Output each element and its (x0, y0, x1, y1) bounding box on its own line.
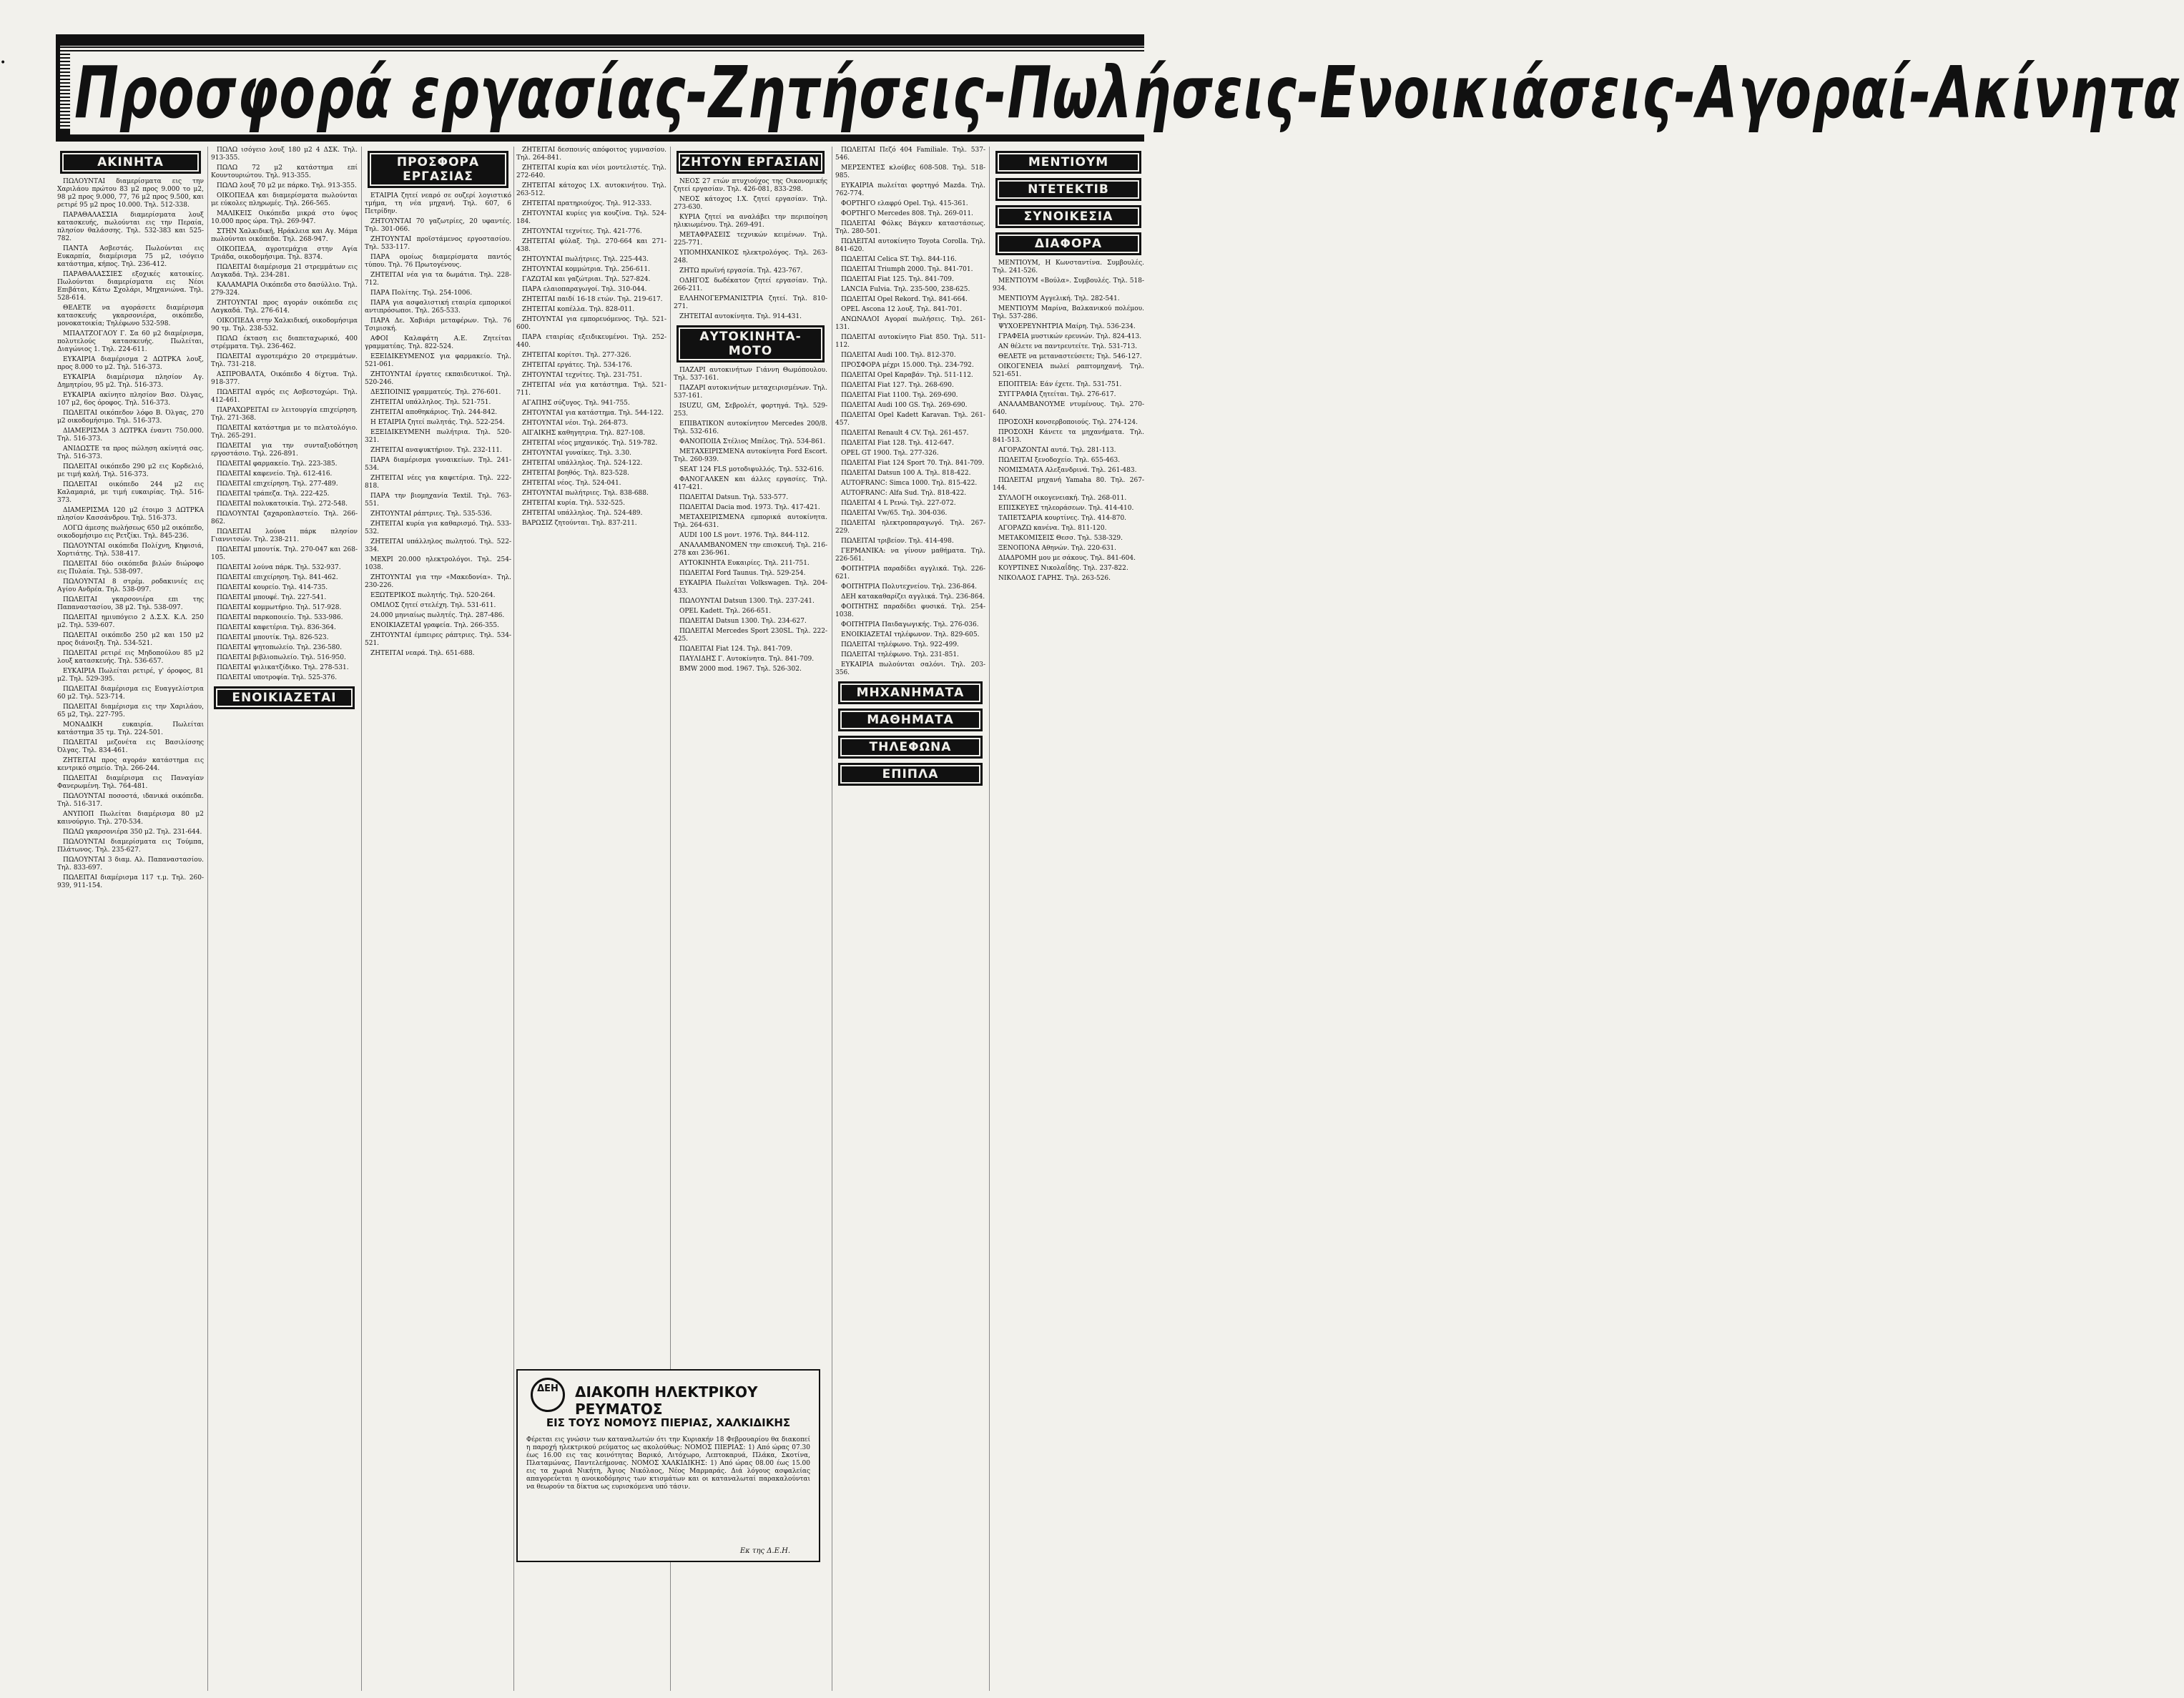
classified-ad: ΖΗΤΕΙΤΑΙ κυρία για καθαρισμό. Τηλ. 533-532. (365, 520, 511, 535)
classified-ad: ΖΗΤΟΥΝΤΑΙ κυρίες για κουζίνα. Τηλ. 524-184. (516, 210, 666, 225)
classified-ad: ΕΞΕΙΔΙΚΕΥΜΕΝΗ πωλήτρια. Τηλ. 520-321. (365, 429, 511, 444)
banner-title: Προσφορά εργασίας-Ζητήσεις-Πωλήσεις-Ενοικιάσεις-Αγοραί-Ακίνητα (70, 51, 2184, 134)
classified-ad: ΕΥΚΑΙΡΙΑ Πωλείται Volkswagen. Τηλ. 204-433. (674, 580, 827, 595)
classified-ad: ΖΗΤΟΥΝΤΑΙ τεχνίτες. Τηλ. 421-776. (522, 228, 642, 235)
classified-ad: ΕΤΑΙΡΙΑ ζητεί νεαρό σε ουζερί λογιστικό τμήμα, τη νέα μηχανή. Τηλ. 607, 6 Πετρίδην. (365, 192, 511, 215)
classified-ad: ΦΟΡΤΗΓΟ ελαφρύ Opel. Τηλ. 415-361. (841, 200, 968, 207)
classified-ad: ΖΗΤΟΥΝΤΑΙ προς αγοράν οικόπεδα εις Λαγκαδά. Τηλ. 276-614. (211, 300, 358, 315)
classified-ad: ΠΩΛΟΥΝΤΑΙ οικόπεδα Πολίχνη, Κηφισιά, Χορτιάτης. Τηλ. 538-417. (57, 543, 204, 558)
classified-ad: ΖΗΤΕΙΤΑΙ νέα για τα δωμάτια. Τηλ. 228-712. (365, 272, 511, 287)
ads-list (516, 147, 666, 528)
classified-ad: ΣΥΛΛΟΓΗ οικογενειακή. Τηλ. 268-011. (998, 495, 1127, 502)
classified-ad: ΖΗΤΟΥΝΤΑΙ πωλήτριες. Τηλ. 838-688. (522, 490, 649, 497)
classified-ad: ΑΓΟΡΑΖΩ κανένα. Τηλ. 811-120. (998, 525, 1107, 532)
classified-ad: ΕΥΚΑΙΡΙΑ διαμέρισμα πλησίον Αγ. Δημητρίου, 95 μ2. Τηλ. 516-373. (57, 374, 204, 389)
classified-ad: ΠΩΛΕΙΤΑΙ τριβείον. Τηλ. 414-498. (841, 538, 954, 545)
classified-ad: ΠΩΛΕΙΤΑΙ Audi 100. Τηλ. 812-370. (841, 352, 956, 359)
power-outage-notice (516, 1369, 820, 1562)
classified-ad: ΠΩΛΟΥΝΤΑΙ Datsun 1300. Τηλ. 237-241. (679, 598, 815, 605)
section-header-mentioum: ΜΕΝΤΙΟΥΜ (995, 151, 1141, 174)
classified-ad: ΘΕΛΕΤΕ να μεταναστεύσετε; Τηλ. 546-127. (998, 353, 1142, 360)
classified-ad: ΠΡΟΣΟΧΗ κονσερβοποιούς. Τηλ. 274-124. (998, 419, 1138, 426)
classified-ad: ΖΗΤΟΥΝΤΑΙ νέοι. Τηλ. 264-873. (522, 420, 629, 427)
classified-ad: ISUZU, GM, Σεβρολέτ, φορτηγά. Τηλ. 529-253. (674, 403, 827, 418)
column-4 (516, 147, 666, 1362)
section-header-ntetektiv: ΝΤΕΤΕΚΤΙΒ (995, 178, 1141, 201)
classified-ad: ΠΩΛΕΙΤΑΙ βιβλιοπωλείο. Τηλ. 516-950. (217, 654, 346, 661)
classified-ad: ΖΗΤΟΥΝΤΑΙ για την «Μακεδονία». Τηλ. 230-226. (365, 574, 511, 589)
classified-ad: ΠΩΛΕΙΤΑΙ πολυκατοικία. Τηλ. 272-548. (217, 500, 348, 508)
classified-ad: ΖΗΤΕΙΤΑΙ νέος μηχανικός. Τηλ. 519-782. (522, 440, 658, 447)
classified-ad: ΠΩΛΩ ισόγειο λουξ 180 μ2 4 ΔΣΚ. Τηλ. 913-355. (211, 147, 358, 162)
classified-ad: ΠΩΛΕΙΤΑΙ μπουτίκ. Τηλ. 826-523. (217, 634, 329, 641)
column-7 (993, 147, 1144, 1691)
classified-ad: ΦΟΙΤΗΤΡΙΑ παραδίδει αγγλικά. Τηλ. 226-621. (835, 566, 985, 581)
classified-ad: ΝΟΜΙΣΜΑΤΑ Αλεξανδρινά. Τηλ. 261-483. (998, 467, 1137, 474)
column-6 (835, 147, 985, 1691)
column-divider (361, 147, 362, 1691)
classified-ad: ΝΕΟΣ κάτοχος Ι.Χ. ζητεί εργασίαν. Τηλ. 273-630. (674, 196, 827, 211)
classified-ad: ΝΕΟΣ 27 ετών πτυχιούχος της Οικονομικής ζητεί εργασίαν. Τηλ. 426-081, 833-298. (674, 178, 827, 193)
classified-ad: ΖΗΤΕΙΤΑΙ προς αγοράν κατάστημα εις κεντρικό σημείο. Τηλ. 266-244. (57, 757, 204, 772)
classified-ad: ΠΩΛΕΙΤΑΙ οικόπεδο 290 μ2 εις Κορδελιό, με τιμή καλή. Τηλ. 516-373. (57, 463, 204, 478)
classified-ad: ΠΩΛΟΥΝΤΑΙ 8 στρέμ. ροδακινιές εις Αγίου Ανδρέα. Τηλ. 538-097. (57, 578, 204, 593)
classified-ad: ΦΟΙΤΗΤΡΙΑ Παιδαγωγικής. Τηλ. 276-036. (841, 621, 979, 628)
classified-ad: ΖΗΤΩ πρωϊνή εργασία. Τηλ. 423-767. (679, 267, 803, 275)
classified-ad: ΖΗΤΕΙΤΑΙ αποθηκάριος. Τηλ. 244-842. (370, 409, 498, 416)
section-header-akinita: ΑΚΙΝΗΤΑ (60, 151, 201, 174)
classified-ad: ΠΩΛΟΥΝΤΑΙ διαμερίσματα εις Τούμπα, Πλάτωνος. Τηλ. 235-627. (57, 839, 204, 854)
notice-signature: Εκ της Δ.Ε.Η. (739, 1547, 790, 1555)
classified-ad: ΠΩΛΕΙΤΑΙ καφετέρια. Τηλ. 836-364. (217, 624, 336, 631)
section-header-michanimata: ΜΗΧΑΝΗΜΑΤΑ (838, 681, 983, 704)
classified-ad: ΦΟΙΤΗΤΗΣ παραδίδει φυσικά. Τηλ. 254-1038. (835, 603, 985, 618)
classified-ad: ΛΟΓΩ άμεσης πωλήσεως 650 μ2 οικόπεδο, οικοδομήσιμο εις Ρετζίκι. Τηλ. 845-236. (57, 525, 204, 540)
classified-ad: ΠΩΛΕΙΤΑΙ φαρμακείο. Τηλ. 223-385. (217, 460, 338, 468)
classified-ad: ΔΕΗ κατακαθαρίζει αγγλικά. Τηλ. 236-864. (841, 593, 985, 601)
classified-ad: ΑΝΑΛΑΜΒΑΝΟΜΕΝ την επισκευή. Τηλ. 216-278 και 236-961. (674, 542, 827, 557)
classified-ad: ΔΕΣΠΟΙΝΙΣ γραμματεύς. Τηλ. 276-601. (370, 389, 501, 396)
classified-ad: SEAT 124 FLS μοτοδιφυλλός. Τηλ. 532-616. (679, 466, 824, 473)
classified-ad: ΠΩΛΕΙΤΑΙ 4 L Ρενώ. Τηλ. 227-072. (841, 500, 956, 507)
classified-ad: ΜΕΝΤΙΟΥΜ Αγγελική. Τηλ. 282-541. (998, 295, 1120, 302)
ads-list (211, 147, 358, 682)
classified-ad: ΖΗΤΕΙΤΑΙ κυρία και νέοι μοντελιστές. Τηλ. 272-640. (516, 164, 666, 179)
classified-ad: ΓΡΑΦΕΙΑ μυστικών ερευνών. Τηλ. 824-413. (998, 333, 1142, 340)
classified-ad: ΖΗΤΟΥΝΤΑΙ τεχνίτες. Τηλ. 231-751. (522, 372, 642, 379)
classified-ad: ΠΩΛΕΙΤΑΙ αυτοκίνητο Toyota Corolla. Τηλ. 841-620. (835, 238, 985, 253)
classified-ad: ΠΩΛΕΙΤΑΙ Mercedes Sport 230SL. Τηλ. 222-425. (674, 628, 827, 643)
section-header-epipla: ΕΠΙΠΛΑ (838, 763, 983, 786)
notice-subtitle: ΕΙΣ ΤΟΥΣ ΝΟΜΟΥΣ ΠΙΕΡΙΑΣ, ΧΑΛΚΙΔΙΚΗΣ (546, 1416, 791, 1429)
classified-ad: ΠΩΛΟΥΝΤΑΙ ζαχαροπλαστείο. Τηλ. 266-862. (211, 510, 358, 525)
classified-ad: ΚΟΥΡΤΙΝΕΣ Νικολαΐδης. Τηλ. 237-822. (998, 565, 1128, 572)
classified-ad: AUTOFRANC: Simca 1000. Τηλ. 815-422. (841, 480, 978, 487)
page-banner (56, 34, 2180, 142)
classified-ad: ΠΑΡΑ Δε. Χαβιάρι μεταφέρων. Τηλ. 76 Τσιμισκή. (365, 317, 511, 332)
classified-ad: ΠΑΡΑΧΩΡΕΙΤΑΙ εν λειτουργία επιχείρηση. Τηλ. 271-368. (211, 407, 358, 422)
section-header-prosfora: ΠΡΟΣΦΟΡΑ ΕΡΓΑΣΙΑΣ (368, 151, 508, 188)
ads-list (993, 260, 1144, 583)
classified-ad: AUTOFRANC: Alfa Sud. Τηλ. 818-422. (841, 490, 967, 497)
classified-ad: OPEL Kadett. Τηλ. 266-651. (679, 608, 772, 615)
classified-ad: ΠΩΛΕΙΤΑΙ Opel Kadett Karavan. Τηλ. 261-457. (835, 412, 985, 427)
classified-ad: ΖΗΤΕΙΤΑΙ κορίτσι. Τηλ. 277-326. (522, 352, 631, 359)
section-header-diafora: ΔΙΑΦΟΡΑ (995, 232, 1141, 255)
classified-ad: ΠΩΛΕΙΤΑΙ Triumph 2000. Τηλ. 841-701. (841, 266, 973, 273)
classified-ad: ΟΙΚΟΠΕΔΑ και διαμερίσματα πωλούνται με εύκολες πληρωμές. Τηλ. 266-565. (211, 192, 358, 207)
classified-ad: ΚΥΡΙΑ ζητεί να αναλάβει την περιποίηση ηλικιωμένου. Τηλ. 269-491. (674, 214, 827, 229)
notice-body: Φέρεται εις γνώσιν των καταναλωτών ότι την Κυριακήν 18 Φεβρουαρίου θα διακοπεί η παροχή ηλεκτρικού ρεύματος ως ακολούθως: ΝΟΜΟΣ ΠΙΕΡΙΑΣ: 1) Από ώρας 07.30 έως 16.00 εις τας κοινότητας Βαρικό, Λιτόχωρο, Λεπτοκαρυά, Πλάκα, Σκοτίνα, Πλαταμώνας, Παντελεήμονας. ΝΟΜΟΣ ΧΑΛΚΙΔΙΚΗΣ: 1) Από ώρας 08.00 έως 15.00 εις τα χωριά Νικήτη, Άγιος Νικόλαος, Νέος Μαρμαράς. Διά λόγους ασφαλείας απαγορεύεται η ανοικοδόμησις των κτισμάτων και οι καταναλωταί παρακαλούνται να θεωρούν τα δίκτυα ως ευρισκόμενα υπό τάσιν. (526, 1436, 810, 1491)
classified-ad: ΠΩΛΕΙΤΑΙ μεζονέτα εις Βασιλίσσης Όλγας. Τηλ. 834-461. (57, 739, 204, 754)
classified-ad: ΖΗΤΕΙΤΑΙ δεσποινίς απόφοιτος γυμνασίου. Τηλ. 264-841. (516, 147, 666, 162)
classified-ad: ΨΥΧΟΕΡΕΥΝΗΤΡΙΑ Μαίρη. Τηλ. 536-234. (998, 323, 1136, 330)
classified-ad: ΖΗΤΕΙΤΑΙ υπάλληλος πωλητού. Τηλ. 522-334. (365, 538, 511, 553)
classified-ad: BMW 2000 mod. 1967. Τηλ. 526-302. (679, 666, 802, 673)
classified-ad: ΟΙΚΟΓΕΝΕΙΑ πωλεί ραπτομηχανή. Τηλ. 521-651. (993, 363, 1144, 378)
margin-mark: • (0, 57, 6, 69)
classified-ad: ΜΕΝΤΙΟΥΜ, Η Κωνσταντίνα. Συμβουλές. Τηλ. 241-526. (993, 260, 1144, 275)
classified-ad: ΕΛΛΗΝΟΓΕΡΜΑΝΙΣΤΡΙΑ ζητεί. Τηλ. 810-271. (674, 295, 827, 310)
classified-ad: OPEL GT 1900. Τηλ. 277-326. (841, 450, 939, 457)
classified-ad: ΠΩΛΕΙΤΑΙ Fiat 128. Τηλ. 412-647. (841, 440, 954, 447)
classified-ad: ΕΥΚΑΙΡΙΑ πωλείται φορτηγό Mazda. Τηλ. 762-774. (835, 182, 985, 197)
classified-ad: ΠΩΛΕΙΤΑΙ για την συνταξιοδότηση εργοστάσιο. Τηλ. 226-891. (211, 443, 358, 458)
classified-ad: ΠΩΛΕΙΤΑΙ διαμέρισμα εις Παναγίαν Φανερωμένη. Τηλ. 764-481. (57, 775, 204, 790)
classified-ad: ΖΗΤΟΥΝΤΑΙ προϊστάμενος εργοστασίου. Τηλ. 533-117. (365, 236, 511, 251)
classified-ad: ΖΗΤΟΥΝΤΑΙ για κατάστημα. Τηλ. 544-122. (522, 410, 664, 417)
classified-ad: ΦΟΙΤΗΤΡΙΑ Πολυτεχνείου. Τηλ. 236-864. (841, 583, 978, 591)
classified-ad: ΒΑΡΩΣΙΖ ζητούνται. Τηλ. 837-211. (522, 520, 637, 527)
notice-title: ΔΙΑΚΟΠΗ ΗΛΕΚΤΡΙΚΟΥ ΡΕΥΜΑΤΟΣ (575, 1383, 758, 1418)
classified-ad: ΠΩΛΕΙΤΑΙ Datsun. Τηλ. 533-577. (679, 494, 789, 501)
classified-ad: ΕΝΟΙΚΙΑΖΕΤΑΙ γραφεία. Τηλ. 266-355. (370, 622, 500, 629)
classified-ad: ΠΩΛΕΙΤΑΙ Dacia mod. 1973. Τηλ. 417-421. (679, 504, 820, 511)
classified-ad: ΖΗΤΕΙΤΑΙ νέα για κατάστημα. Τηλ. 521-711. (516, 382, 666, 397)
classified-ad: ΠΩΛΕΙΤΑΙ κουρείο. Τηλ. 414-735. (217, 584, 328, 591)
classified-ad: ΜΕΤΑΚΟΜΙΣΕΙΣ Θεσσ. Τηλ. 538-329. (998, 535, 1123, 542)
classified-ad: ΦΟΡΤΗΓΟ Mercedes 808. Τηλ. 269-011. (841, 210, 973, 217)
column-2 (211, 147, 358, 1691)
classified-ad: ΖΗΤΕΙΤΑΙ κάτοχος Ι.Χ. αυτοκινήτου. Τηλ. 263-512. (516, 182, 666, 197)
classified-ad: ΠΩΛΕΙΤΑΙ παρκοποιείο. Τηλ. 533-986. (217, 614, 343, 621)
classified-ad: 24.000 μηνιαίως πωλητές. Τηλ. 287-486. (370, 612, 505, 619)
section-header-aftokinita: ΑΥΤΟΚΙΝΗΤΑ-ΜΟΤΟ (677, 325, 825, 362)
classified-ad: ΓΕΡΜΑΝΙΚΑ: να γίνουν μαθήματα. Τηλ. 226-561. (835, 548, 985, 563)
classified-ad: ΖΗΤΟΥΝΤΑΙ για εμπορευόμενος. Τηλ. 521-600. (516, 316, 666, 331)
classified-ad: ΠΩΛΕΙΤΑΙ Ford Taunus. Τηλ. 529-254. (679, 570, 806, 577)
classified-ad: ΠΩΛΕΙΤΑΙ Fiat 1100. Τηλ. 269-690. (841, 392, 958, 399)
classified-ad: ΟΔΗΓΟΣ δωδέκατον ζητεί εργασίαν. Τηλ. 266-211. (674, 277, 827, 292)
classified-ad: ΖΗΤΕΙΤΑΙ νεαρά. Τηλ. 651-688. (370, 650, 475, 657)
classified-ad: ΠΩΛΕΙΤΑΙ ρετιρέ εις Μηδοπούλου 85 μ2 λουξ κατασκευής. Τηλ. 536-657. (57, 650, 204, 665)
classified-ad: ΔΙΑΜΕΡΙΣΜΑ 120 μ2 έτοιμο 3 ΔΩΤΡΚΑ πλησίον Κασσάνδρου. Τηλ. 516-373. (57, 507, 204, 522)
classified-ad: ΠΑΡΑ διαμέρισμα γυναικείων. Τηλ. 241-534. (365, 457, 511, 472)
classified-ad: ΦΑΝΟΠΟΙΙΑ Στέλιος Μπέλος. Τηλ. 534-861. (679, 438, 826, 445)
classified-ad: ΖΗΤΟΥΝΤΑΙ πωλήτριες. Τηλ. 225-443. (522, 256, 649, 263)
dei-logo: ΔΕΗ (531, 1378, 565, 1412)
classified-ad: ΠΩΛΕΙΤΑΙ μπουτίκ. Τηλ. 270-047 και 268-105. (211, 546, 358, 561)
column-divider (513, 147, 514, 1691)
classified-ad: ΠΑΡΑ ελαιοπαραγωγοί. Τηλ. 310-044. (522, 286, 647, 293)
classified-ad: ΖΗΤΕΙΤΑΙ υπάλληλος. Τηλ. 521-751. (370, 399, 491, 406)
classified-ad: ΕΥΚΑΙΡΙΑ διαμέρισμα 2 ΔΩΤΡΚΑ λουξ, προς 8.000 το μ2. Τηλ. 516-373. (57, 356, 204, 371)
classified-ad: ΠΩΛΕΙΤΑΙ επιχείρηση. Τηλ. 841-462. (217, 574, 338, 581)
ads-list (674, 178, 827, 673)
classified-ad: ΖΗΤΕΙΤΑΙ κυρία. Τηλ. 532-525. (522, 500, 625, 507)
classified-ad: ΠΩΛΕΙΤΑΙ αυτοκίνητο Fiat 850. Τηλ. 511-112. (835, 334, 985, 349)
classified-ad: ΠΑΡΑ ομοίως διαμερίσματα παντός τύπου. Τηλ. 76 Πρωτογένους. (365, 254, 511, 269)
section-header-mathimata: ΜΑΘΗΜΑΤΑ (838, 709, 983, 731)
classified-ad: ΠΩΛΕΙΤΑΙ Datsun 1300. Τηλ. 234-627. (679, 618, 807, 625)
classified-ad: ΞΕΝΟΠΟΝΑ Αθηνών. Τηλ. 220-631. (998, 545, 1117, 552)
classified-ad: ΖΗΤΕΙΤΑΙ βοηθός. Τηλ. 823-528. (522, 470, 629, 477)
classified-ad: ΖΗΤΟΥΝΤΑΙ ράπτριες. Τηλ. 535-536. (370, 510, 492, 518)
classified-ad: ΕΥΚΑΙΡΙΑ πωλούνται σαλόνι. Τηλ. 203-356. (835, 661, 985, 676)
classified-ad: ΠΩΛΕΙΤΑΙ λούνα πάρκ πλησίον Γιαννιτσών. Τηλ. 238-211. (211, 528, 358, 543)
classified-ad: ΕΞΕΙΔΙΚΕΥΜΕΝΟΣ για φαρμακείο. Τηλ. 521-061. (365, 353, 511, 368)
classified-ad: ΑΝΑΛΑΜΒΑΝΟΥΜΕ ντυμένους. Τηλ. 270-640. (993, 401, 1144, 416)
classified-ad: ΑΥΤΟΚΙΝΗΤΑ Ευκαιρίες. Τηλ. 211-751. (679, 560, 810, 567)
classified-ad: ΟΜΙΛΟΣ ζητεί στελέχη. Τηλ. 531-611. (370, 602, 496, 609)
classified-ad: ΜΕΡΣΕΝΤΕΣ κλούβες 608-508. Τηλ. 518-985. (835, 164, 985, 179)
classified-ad: ΜΑΛΙΚΕΙΣ Οικόπεδα μικρά στο ύψος 10.000 προς ώρα. Τηλ. 269-947. (211, 210, 358, 225)
classified-ad: ΟΙΚΟΠΕΔΑ, αγροτεμάχια στην Αγία Τριάδα, οικοδομήσιμα. Τηλ. 8374. (211, 246, 358, 261)
classified-ad: ΠΩΛΕΙΤΑΙ Πεζό 404 Familiale. Τηλ. 537-546. (835, 147, 985, 162)
classified-ad: ΑΓΑΠΗΣ σύζυγος. Τηλ. 941-755. (522, 400, 630, 407)
classified-ad: ΖΗΤΕΙΤΑΙ κοπέλλα. Τηλ. 828-011. (522, 306, 635, 313)
classified-ad: ΠΩΛΕΙΤΑΙ μηχανή Yamaha 80. Τηλ. 267-144. (993, 477, 1144, 492)
classified-ad: ΠΩΛΕΙΤΑΙ δύο οικόπεδα βιλών διώροφο εις Πυλαία. Τηλ. 538-097. (57, 561, 204, 576)
classified-ad: ΖΗΤΕΙΤΑΙ αναψυκτήριον. Τηλ. 232-111. (370, 447, 502, 454)
classified-ad: ΝΙΚΟΛΑΟΣ ΓΑΡΗΣ. Τηλ. 263-526. (998, 575, 1111, 582)
classified-ad: ΑΝΥΠΟΠ Πωλείται διαμέρισμα 80 μ2 καινούργιο. Τηλ. 270-534. (57, 811, 204, 826)
classified-ad: LANCIA Fulvia. Τηλ. 235-500, 238-625. (841, 286, 970, 293)
classified-ad: ΠΩΛΕΙΤΑΙ διαμέρισμα 117 τ.μ. Τηλ. 260-939, 911-154. (57, 874, 204, 889)
classified-ad: ΖΗΤΟΥΝΤΑΙ έμπειρες ράπτριες. Τηλ. 534-521. (365, 632, 511, 647)
ads-list (57, 178, 204, 890)
column-divider (207, 147, 208, 1691)
classified-ad: ΠΡΟΣΟΧΗ Κάνετε τα μηχανήματα. Τηλ. 841-513. (993, 429, 1144, 444)
classified-ad: ΖΗΤΟΥΝΤΑΙ 70 γαζωτρίες, 20 υφαντές. Τηλ. 301-066. (365, 218, 511, 233)
classified-ad: ΖΗΤΕΙΤΑΙ νέος. Τηλ. 524-041. (522, 480, 621, 487)
classified-ad: ΖΗΤΟΥΝΤΑΙ γυναίκες. Τηλ. 3.30. (522, 450, 631, 457)
classified-ad: ΠΩΛΕΙΤΑΙ καφενείο. Τηλ. 612-416. (217, 470, 333, 478)
classified-ad: ΕΠΙΣΚΕΥΕΣ τηλεοράσεων. Τηλ. 414-410. (998, 505, 1134, 512)
classified-ad: ΖΗΤΕΙΤΑΙ εργάτες. Τηλ. 534-176. (522, 362, 633, 369)
classified-ad: ΠΩΛΟΥΝΤΑΙ 3 διαμ. Αλ. Παπαναστασίου. Τηλ. 833-697. (57, 857, 204, 872)
ads-list (835, 147, 985, 677)
classified-ad: ΠΑΡΑ εταιρίας εξειδικευμένοι. Τηλ. 252-440. (516, 334, 666, 349)
classified-ad: ΠΑΥΛΙΔΗΣ Γ. Αυτοκίνητα. Τηλ. 841-709. (679, 656, 815, 663)
classified-ad: ΠΩΛΩ γκαρσονιέρα 350 μ2. Τηλ. 231-644. (63, 829, 202, 836)
classified-ad: ΠΩΛΕΙΤΑΙ Opel Καραβάν. Τηλ. 511-112. (841, 372, 973, 379)
classified-ad: ΕΝΟΙΚΙΑΖΕΤΑΙ τηλέφωνον. Τηλ. 829-605. (841, 631, 980, 638)
classified-ad: ΠΩΛΕΙΤΑΙ ημιυπόγειο 2 Δ.Σ.Χ. Κ.Λ. 250 μ2. Τηλ. 539-607. (57, 614, 204, 629)
classified-ad: ΠΩΛΕΙΤΑΙ διαμέρισμα 21 στρεμμάτων εις Λαγκαδά. Τηλ. 234-281. (211, 264, 358, 279)
banner-stripes (60, 46, 2180, 135)
classified-ad: ΖΗΤΕΙΤΑΙ φύλαξ. Τηλ. 270-664 και 271-438. (516, 238, 666, 253)
classified-ad: ΠΩΛΕΙΤΑΙ διαμέρισμα εις Ευαγγελίστρια 60 μ2. Τηλ. 523-714. (57, 686, 204, 701)
classified-ad: ΠΩΛΕΙΤΑΙ ξενοδοχείο. Τηλ. 655-463. (998, 457, 1121, 464)
section-header-zitoun: ΖΗΤΟΥΝ ΕΡΓΑΣΙΑΝ (677, 151, 825, 174)
classified-ad: ΠΡΟΣΦΟΡΑ μέχρι 15.000. Τηλ. 234-792. (841, 362, 974, 369)
classified-ad: ΠΑΡΑ για ασφαλιστική εταιρία εμπορικοί αντιπρόσωποι. Τηλ. 265-533. (365, 300, 511, 315)
classified-ad: ΠΩΛΕΙΤΑΙ μπουφέ. Τηλ. 227-541. (217, 594, 327, 601)
classified-ad: ΠΑΖΑΡΙ αυτοκινήτων μεταχειρισμένων. Τηλ. 537-161. (674, 385, 827, 400)
classified-ad: ΑΝΩΝΑΛΟΙ Αγοραί πωλήσεις. Τηλ. 261-131. (835, 316, 985, 331)
classified-ad: ΠΩΛΕΙΤΑΙ αγροτεμάχιο 20 στρεμμάτων. Τηλ. 731-218. (211, 353, 358, 368)
classified-ad: ΤΑΠΕΤΣΑΡΙΑ κουρτίνες. Τηλ. 414-870. (998, 515, 1127, 522)
classified-ad: ΖΗΤΕΙΤΑΙ υπάλληλος. Τηλ. 524-489. (522, 510, 643, 517)
classified-ad: ΕΥΚΑΙΡΙΑ Πωλείται ρετιρέ, γ' όροφος, 81 μ2. Τηλ. 529-395. (57, 668, 204, 683)
classified-ad: ΠΩΛΕΙΤΑΙ επιχείρηση. Τηλ. 277-489. (217, 480, 338, 488)
classified-ad: ΘΕΛΕΤΕ να αγοράσετε διαμέρισμα κατασκευής γκαρσονιέρα, οικόπεδο, μονοκατοικία; Τηλέφωνο 532-598. (57, 305, 204, 327)
section-header-synoikesia: ΣΥΝΟΙΚΕΣΙΑ (995, 205, 1141, 228)
classified-ad: ΑΣΠΡΟΒΑΛΤΑ, Οικόπεδο 4 δίχτυα. Τηλ. 918-377. (211, 371, 358, 386)
classified-ad: ΦΑΝΟΓΑΛΚΕΝ και άλλες εργασίες. Τηλ. 417-421. (674, 476, 827, 491)
classified-ad: ΠΩΛΕΙΤΑΙ οικόπεδον λόφο Β. Όλγας, 270 μ2 οικοδομήσιμο. Τηλ. 516-373. (57, 410, 204, 425)
classified-ad: ΖΗΤΕΙΤΑΙ νέες για καφετέρια. Τηλ. 222-818. (365, 475, 511, 490)
classified-ad: ΣΥΓΓΡΑΦΙΑ ζητείται. Τηλ. 276-617. (998, 391, 1116, 398)
classified-ad: ΠΑΝΤΑ Ασβεστάς. Πωλούνται εις Ευκαρπία, διαμέρισμα 75 μ2, ισόγειο κατάστημα, κήπος. Τηλ. 236-412. (57, 245, 204, 268)
classified-ad: ΟΙΚΟΠΕΔΑ στην Χαλκιδική, οικοδομήσιμα 90 τμ. Τηλ. 238-532. (211, 317, 358, 332)
section-header-enoikiazetai: ΕΝΟΙΚΙΑΖΕΤΑΙ (214, 686, 355, 709)
classified-ad: ΔΙΑΜΕΡΙΣΜΑ 3 ΔΩΤΡΚΑ έναντι 750.000. Τηλ. 516-373. (57, 428, 204, 443)
classified-ad: ΖΗΤΕΙΤΑΙ αυτοκίνητα. Τηλ. 914-431. (679, 313, 802, 320)
classified-ad: ΠΩΛΕΙΤΑΙ Opel Rekord. Τηλ. 841-664. (841, 296, 968, 303)
column-5 (674, 147, 827, 1362)
classified-ad: ΠΩΛΟΥΝΤΑΙ διαμερίσματα εις την Χαριλάου πρώτου 83 μ2 προς 9.000 το μ2, 98 μ2 προς 9.000, 77, 76 μ2 προς 9.500, και ρετιρέ 95 μ2 προς 10.000. Τηλ. 512-338. (57, 178, 204, 209)
classified-ad: ΑΓΟΡΑΖΟΝΤΑΙ αυτά. Τηλ. 281-113. (998, 447, 1116, 454)
classified-ad: ΓΑΖΩΤΑΙ και γαζώτριαι. Τηλ. 527-824. (522, 276, 651, 283)
classified-ad: ΠΩΛΕΙΤΑΙ τηλέφωνο. Τηλ. 231-851. (841, 651, 959, 658)
classified-ad: ΑΙΓΑΙΚΗΣ καθηγητρια. Τηλ. 827-108. (522, 430, 646, 437)
classified-ad: ΠΑΡΑ την βιομηχανία Textil. Τηλ. 763-551. (365, 493, 511, 508)
classified-ad: ΖΗΤΕΙΤΑΙ υπάλληλος. Τηλ. 524-122. (522, 460, 643, 467)
classified-ad: ΖΗΤΕΙΤΑΙ πρατηριούχος. Τηλ. 912-333. (522, 200, 652, 207)
classified-ad: ΠΩΛΕΙΤΑΙ Fiat 127. Τηλ. 268-690. (841, 382, 954, 389)
classified-ad: ΠΩΛΕΙΤΑΙ Fiat 124. Τηλ. 841-709. (679, 646, 792, 653)
classified-ad: ΕΞΩΤΕΡΙΚΟΣ πωλητής. Τηλ. 520-264. (370, 592, 496, 599)
classified-ad: ΠΑΖΑΡΙ αυτοκινήτων Γιάννη Θωμόπουλου. Τηλ. 537-161. (674, 367, 827, 382)
classified-ad: ΠΩΛΩ λουξ 70 μ2 με πάρκο. Τηλ. 913-355. (217, 182, 357, 189)
ads-list (365, 192, 511, 658)
classified-ad: ΠΩΛΕΙΤΑΙ ψητοπωλείο. Τηλ. 236-580. (217, 644, 343, 651)
classified-ad: ΑΦΟΙ Καλαφάτη Α.Ε. Ζητείται γραμματέας. Τηλ. 822-524. (365, 335, 511, 350)
classified-ad: ΕΠΙΒΑΤΙΚΟΝ αυτοκίνητον Mercedes 200/8. Τηλ. 532-616. (674, 420, 827, 435)
classified-ad: ΠΩΛΩ έκταση εις διαπεταχωρικό, 400 στρέμματα. Τηλ. 236-462. (211, 335, 358, 350)
classified-ad: ΠΩΛΕΙΤΑΙ διαμέρισμα εις την Χαριλάου, 65 μ2, Τηλ. 227-795. (57, 704, 204, 719)
classified-ad: ΜΕΤΑΧΕΙΡΙΣΜΕΝΑ αυτοκίνητα Ford Escort. Τηλ. 260-939. (674, 448, 827, 463)
classified-ad: ΠΩΛΕΙΤΑΙ Fiat 124 Sport 70. Τηλ. 841-709. (841, 460, 985, 467)
classified-ad: ΣΤΗΝ Χαλκιδική, Ηράκλεια και Αγ. Μάμα πωλούνται οικόπεδα. Τηλ. 268-947. (211, 228, 358, 243)
classified-ad: ΠΩΛΩ 72 μ2 κατάστημα επί Κουντουριώτου. Τηλ. 913-355. (211, 164, 358, 179)
classified-ad: ΠΩΛΕΙΤΑΙ Celica ST. Τηλ. 844-116. (841, 256, 957, 263)
classified-ad: ΠΩΛΕΙΤΑΙ ηλεκτροπαραγωγό. Τηλ. 267-229. (835, 520, 985, 535)
classified-ad: ΠΑΡΑΘΑΛΑΣΣΙΑ διαμερίσματα λουξ κατασκευής, πωλούνται εις την Περαία, πλησίον θαλάσσης. Τηλ. 532-383 και 525-782. (57, 212, 204, 242)
classified-ad: ΜΕΝΤΙΟΥΜ Μαρίνα, Βαλκανικού πολέμου. Τηλ. 537-286. (993, 305, 1144, 320)
classified-ad: ΠΑΡΑΘΑΛΑΣΣΙΕΣ εξοχικές κατοικίες. Πωλούνται διαμερίσματα εις Νέοι Επιβάται, Κάτω Σχολάρι, Μηχανιώνα. Τηλ. 528-614. (57, 271, 204, 302)
classified-ad: ΠΩΛΕΙΤΑΙ τηλέφωνο. Τηλ. 922-499. (841, 641, 959, 648)
classified-ad: ΥΠΟΜΗΧΑΝΙΚΟΣ ηλεκτρολόγος. Τηλ. 263-248. (674, 250, 827, 265)
classified-ad: ΠΩΛΕΙΤΑΙ τράπεζα. Τηλ. 222-425. (217, 490, 330, 498)
classified-ad: ΠΩΛΕΙΤΑΙ αγρός εις Ασβεστοχώρι. Τηλ. 412-461. (211, 389, 358, 404)
classified-ad: ΠΩΛΕΙΤΑΙ ψιλικατζίδικο. Τηλ. 278-531. (217, 664, 349, 671)
classified-ad: ΜΟΝΑΔΙΚΗ ευκαιρία. Πωλείται κατάστημα 35 τμ. Τηλ. 224-501. (57, 721, 204, 736)
classified-ad: ΠΩΛΕΙΤΑΙ γκαρσονιέρα επι της Παπαναστασίου, 38 μ2. Τηλ. 538-097. (57, 596, 204, 611)
column-1 (57, 147, 204, 1691)
classified-ad: ΜΕΤΑΦΡΑΣΕΙΣ τεχνικών κειμένων. Τηλ. 225-771. (674, 232, 827, 247)
classified-ad: Η ΕΤΑΙΡΙΑ ζητεί πωλητάς. Τηλ. 522-254. (370, 419, 505, 426)
classified-ad: ΠΩΛΕΙΤΑΙ Φόλκς Βάγκεν καταστάσεως. Τηλ. 280-501. (835, 220, 985, 235)
classified-ad: ΚΑΛΑΜΑΡΙΑ Οικόπεδα στο δασύλλιο. Τηλ. 279-324. (211, 282, 358, 297)
classified-ad: ΖΗΤΕΙΤΑΙ παιδί 16-18 ετών. Τηλ. 219-617. (522, 296, 663, 303)
classified-ad: ΑΝΙΔΩΣΤΕ τα προς πώληση ακίνητά σας. Τηλ. 516-373. (57, 445, 204, 460)
classified-ad: ΜΕΝΤΙΟΥΜ «Βούλα». Συμβουλές. Τηλ. 518-934. (993, 277, 1144, 292)
classified-ad: OPEL Ascona 12 λουξ. Τηλ. 841-701. (841, 306, 963, 313)
section-header-tilefona: ΤΗΛΕΦΩΝΑ (838, 736, 983, 759)
classified-ad: AUDI 100 LS μοντ. 1976. Τηλ. 844-112. (679, 532, 810, 539)
column-3 (365, 147, 511, 1691)
classified-ad: ΠΩΛΕΙΤΑΙ Audi 100 GS. Τηλ. 269-690. (841, 402, 968, 409)
classified-ad: ΠΩΛΕΙΤΑΙ υποτροφία. Τηλ. 525-376. (217, 674, 338, 681)
column-divider (989, 147, 990, 1691)
classified-ad: ΑΝ θέλετε να παντρευτείτε. Τηλ. 531-713. (998, 343, 1138, 350)
classified-ad: ΔΙΑΔΡΟΜΗ μου με σάκους. Τηλ. 841-604. (998, 555, 1136, 562)
classified-ad: ΠΩΛΕΙΤΑΙ Renault 4 CV. Τηλ. 261-457. (841, 430, 969, 437)
classified-ad: ΠΩΛΕΙΤΑΙ οικόπεδο 250 μ2 και 150 μ2 προς διάνοιξη. Τηλ. 534-521. (57, 632, 204, 647)
classified-ad: ΕΠΟΠΤΕΙΑ: Εάν έχετε. Τηλ. 531-751. (998, 381, 1122, 388)
classified-ad: ΠΩΛΕΙΤΑΙ Datsun 100 A. Τηλ. 818-422. (841, 470, 971, 477)
classified-ad: ΠΩΛΕΙΤΑΙ κομμωτήριο. Τηλ. 517-928. (217, 604, 342, 611)
classified-ad: ΜΠΑΛΤΖΟΓΛΟΥ Γ. Σα 60 μ2 διαμέρισμα, πολυτελούς κατασκευής. Πωλείται, Διαγώνιος 1. Τηλ. 224-611. (57, 330, 204, 353)
classified-ad: ΠΩΛΕΙΤΑΙ οικόπεδο 244 μ2 εις Καλαμαριά, με τιμή ευκαιρίας. Τηλ. 516-373. (57, 481, 204, 504)
classified-ad: ΠΩΛΕΙΤΑΙ κατάστημα με το πελατολόγιο. Τηλ. 265-291. (211, 425, 358, 440)
classified-ad: ΠΩΛΕΙΤΑΙ Fiat 125. Τηλ. 841-709. (841, 276, 954, 283)
classified-ad: ΜΕΧΡΙ 20.000 ηλεκτρολόγοι. Τηλ. 254-1038. (365, 556, 511, 571)
classified-ad: ΠΩΛΟΥΝΤΑΙ ποσοστά, ιδανικά οικόπεδα. Τηλ. 516-317. (57, 793, 204, 808)
classified-ad: ΖΗΤΟΥΝΤΑΙ κομμώτρια. Τηλ. 256-611. (522, 266, 650, 273)
classified-ad: ΠΩΛΕΙΤΑΙ λούνα πάρκ. Τηλ. 532-937. (217, 564, 341, 571)
classified-ad: ΕΥΚΑΙΡΙΑ ακίνητο πλησίον Βασ. Όλγας, 107 μ2, 6ος όροφος. Τηλ. 516-373. (57, 392, 204, 407)
classified-ad: ΠΑΡΑ Πολίτης. Τηλ. 254-1006. (370, 290, 473, 297)
classified-ad: ΠΩΛΕΙΤΑΙ Vw/65. Τηλ. 304-036. (841, 510, 948, 517)
classified-ad: ΜΕΤΑΧΕΙΡΙΣΜΕΝΑ εμπορικά αυτοκίνητα. Τηλ. 264-631. (674, 514, 827, 529)
classified-ad: ΖΗΤΟΥΝΤΑΙ έργατες εκπαιδευτικοί. Τηλ. 520-246. (365, 371, 511, 386)
